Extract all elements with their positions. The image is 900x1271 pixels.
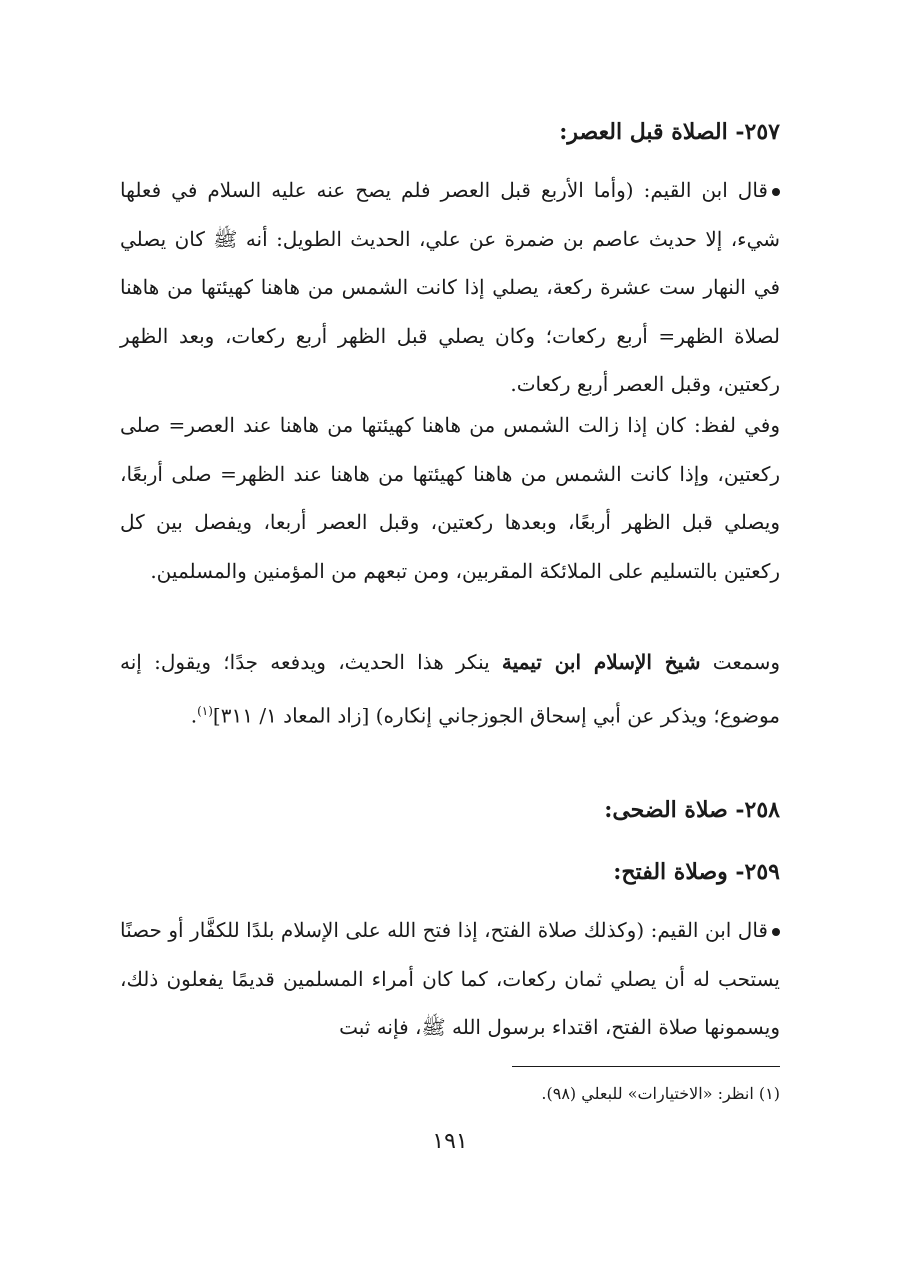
footnote-divider <box>512 1066 780 1067</box>
section-259-paragraph-1 <box>120 906 780 1052</box>
paragraph-text-end: . <box>190 703 198 728</box>
paragraph-text-rest: ينكر هذا الحديث، ويدفعه جدًا؛ ويقول: إنه موضوع؛ ويذكر عن أبي إسحاق الجوزجاني إنكاره) [زاد المعاد ١/ ٣١١] <box>120 650 780 728</box>
bullet-icon <box>772 188 780 196</box>
bullet-icon <box>772 928 780 936</box>
footnote: (١) انظر: «الاختيارات» للبعلي (٩٨). <box>541 1084 780 1103</box>
section-257-paragraph-3 <box>120 638 780 740</box>
footnote-reference: (١) <box>197 703 213 718</box>
section-257-heading: ٢٥٧- الصلاة قبل العصر: <box>559 119 780 145</box>
page-number: ١٩١ <box>432 1129 468 1154</box>
paragraph-text: قال ابن القيم: (وكذلك صلاة الفتح، إذا فتح الله على الإسلام بلدًا للكفَّار أو حصنًا يستحب له أن يصلي ثمان ركعات، كما كان أمراء المسلمين قديمًا يفعلون ذلك، ويسمونها صلاة الفتح، اقتداء برسول الله ﷺ، فإنه ثبت <box>120 918 780 1039</box>
section-257-paragraph-1 <box>120 166 780 409</box>
scholar-name-emphasis: شيخ الإسلام ابن تيمية <box>501 650 701 674</box>
section-258-heading: ٢٥٨- صلاة الضحى: <box>604 797 780 823</box>
paragraph-text: قال ابن القيم: (وأما الأربع قبل العصر فلم يصح عنه عليه السلام في فعلها شيء، إلا حديث عاصم بن ضمرة عن علي، الحديث الطويل: أنه ﷺ كان يصلي في النهار ست عشرة ركعة، يصلي إذا كانت الشمس من هاهنا كهيئتها من هاهنا لصلاة الظهر= أربع ركعات؛ وكان يصلي قبل الظهر أربع ركعات، وبعد الظهر ركعتين، وقبل العصر أربع ركعات. <box>120 178 780 396</box>
section-257-paragraph-2: وفي لفظ: كان إذا زالت الشمس من هاهنا كهيئتها من هاهنا عند العصر= صلى ركعتين، وإذا كانت الشمس من هاهنا كهيئتها من هاهنا عند الظهر= صلى أربعًا، ويصلي قبل الظهر أربعًا، وبعدها ركعتين، وقبل العصر أربعا، ويفصل بين كل ركعتين بالتسليم على الملائكة المقربين، ومن تبعهم من المؤمنين والمسلمين. <box>120 413 780 583</box>
section-259-heading: ٢٥٩- وصلاة الفتح: <box>613 859 780 885</box>
paragraph-text-start: وسمعت <box>700 650 780 674</box>
